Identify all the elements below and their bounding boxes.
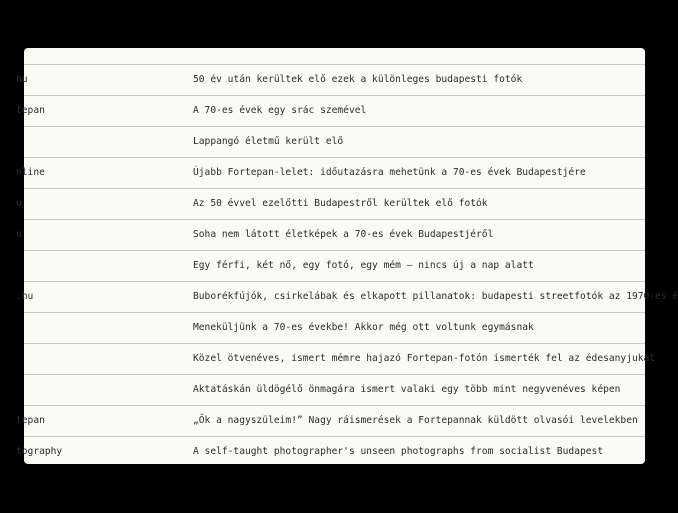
source-cell: tepan [16, 415, 45, 426]
article-title-link[interactable]: Meneküljünk a 70-es évekbe! Akkor még ott voltunk egymásnak [193, 322, 534, 333]
table-header [24, 48, 645, 65]
article-title-link[interactable]: Aktatáskán üldögélő önmagára ismert valaki egy több mint negyvenéves képen [193, 384, 621, 395]
article-title-link[interactable]: Közel ötvenéves, ismert mémre hajazó Fortepan-fotón ismerték fel az édesanyjukat [193, 353, 656, 364]
table-row[interactable] [24, 344, 656, 375]
article-title-link[interactable]: 50 év után kerültek elő ezek a különleges budapesti fotók [193, 74, 523, 85]
article-title-link[interactable]: Soha nem látott életképek a 70-es évek Budapestjéről [193, 229, 494, 240]
articles-panel [16, 48, 678, 464]
table-row[interactable] [24, 251, 645, 282]
table-row[interactable] [24, 313, 645, 344]
table-row[interactable] [24, 375, 645, 406]
article-title-link[interactable]: Egy férfi, két nő, egy fotó, egy mém – nincs új a nap alatt [193, 260, 534, 271]
table-row[interactable] [16, 189, 645, 220]
articles-table [16, 65, 678, 467]
table-row[interactable] [24, 127, 645, 158]
source-cell: .hu [16, 291, 34, 302]
source-cell: u [16, 229, 22, 240]
table-row[interactable] [16, 220, 645, 251]
source-cell: u [16, 198, 22, 209]
article-title-link[interactable]: A self-taught photographer's unseen photographs from socialist Budapest [193, 446, 604, 457]
table-row[interactable] [16, 96, 645, 127]
article-title-link[interactable]: „Ők a nagyszüleim!” Nagy ráismerések a Fortepannak küldött olvasói levelekben [193, 415, 638, 426]
article-title-link[interactable]: Az 50 évvel ezelőtti Budapestről kerültek elő fotók [193, 198, 488, 209]
table-row[interactable] [16, 437, 645, 467]
source-cell: hu [16, 74, 28, 85]
table-row[interactable] [16, 282, 678, 313]
article-title-link[interactable]: A 70-es évek egy srác szemével [193, 105, 367, 116]
source-cell: tepan [16, 105, 45, 116]
source-cell: tography [16, 446, 63, 457]
article-title-link[interactable]: Lappangó életmű került elő [193, 136, 344, 147]
table-row[interactable] [16, 65, 645, 96]
table-row[interactable] [16, 406, 645, 437]
article-title-link[interactable]: Buborékfújók, csirkelábak és elkapott pillanatok: budapesti streetfotók az 1970-es é [193, 291, 678, 302]
source-cell: nline [16, 167, 45, 178]
article-title-link[interactable]: Újabb Fortepan-lelet: időutazásra mehetünk a 70-es évek Budapestjére [193, 167, 586, 178]
table-row[interactable] [16, 158, 645, 189]
